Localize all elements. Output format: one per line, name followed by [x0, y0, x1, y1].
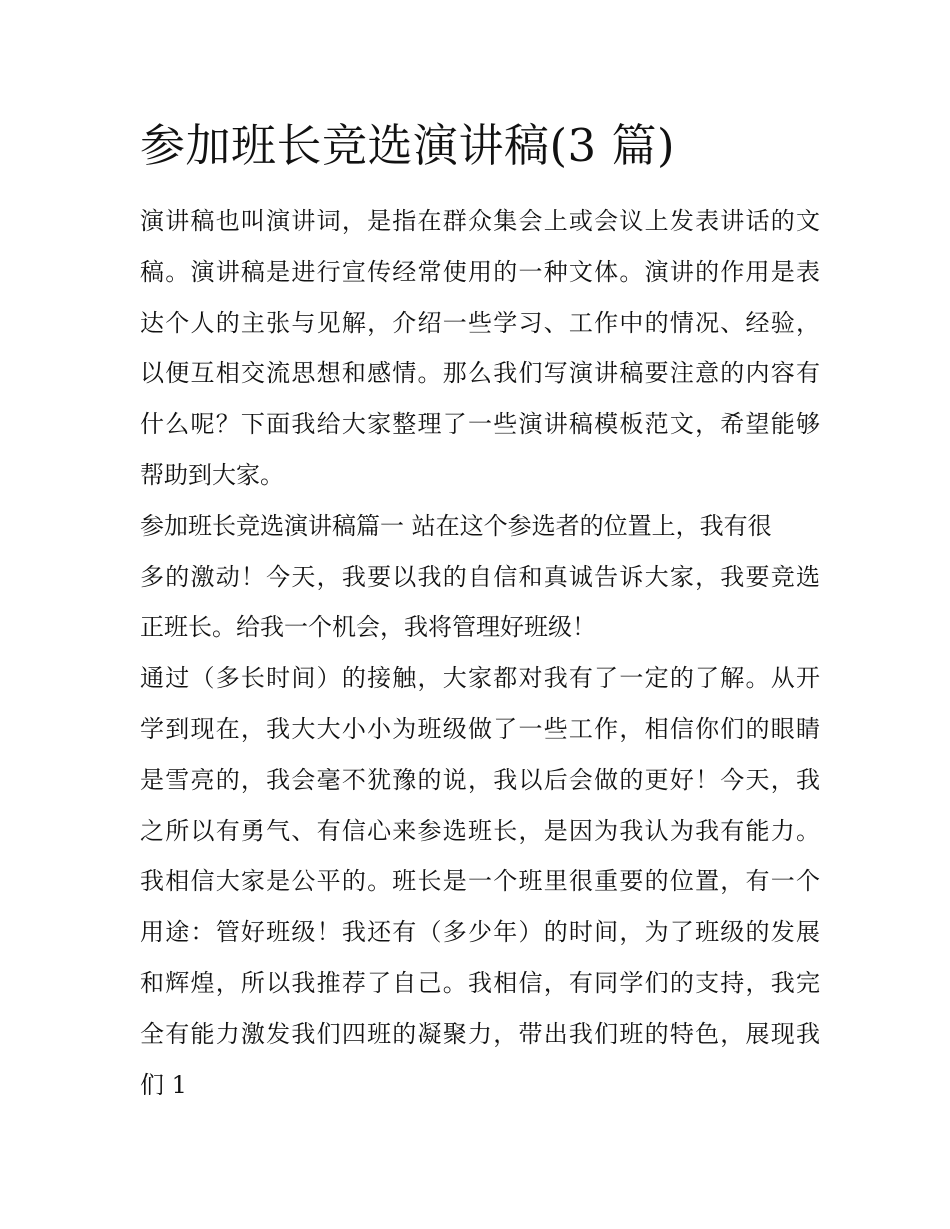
body-line: 我相信大家是公平的。班长是一个班里很重要的位置，有一个 — [140, 867, 820, 896]
body-line: 通过（多长时间）的接触，大家都对我有了一定的了解。从开 — [140, 664, 820, 693]
body-line: 正班长。给我一个机会，我将管理好班级！ — [140, 613, 596, 642]
body-line: 们 1 — [140, 1070, 187, 1099]
body-line: 以便互相交流思想和感情。那么我们写演讲稿要注意的内容有 — [140, 359, 820, 388]
body-line: 用途：管好班级！我还有（多少年）的时间，为了班级的发展 — [140, 918, 820, 947]
body-line: 多的激动！今天，我要以我的自信和真诚告诉大家，我要竞选 — [140, 562, 820, 591]
body-line: 稿。演讲稿是进行宣传经常使用的一种文体。演讲的作用是表 — [140, 257, 820, 286]
body-line: 全有能力激发我们四班的凝聚力，带出我们班的特色，展现我 — [140, 1019, 820, 1048]
body-line: 是雪亮的，我会毫不犹豫的说，我以后会做的更好！今天，我 — [140, 765, 820, 794]
body-line: 什么呢？下面我给大家整理了一些演讲稿模板范文，希望能够 — [140, 410, 820, 439]
document-body — [140, 196, 820, 1110]
body-line: 和辉煌，所以我推荐了自己。我相信，有同学们的支持，我完 — [140, 968, 820, 997]
body-line: 帮助到大家。 — [140, 460, 284, 489]
body-line: 达个人的主张与见解，介绍一些学习、工作中的情况、经验， — [140, 308, 820, 337]
body-line: 之所以有勇气、有信心来参选班长，是因为我认为我有能力。 — [140, 816, 820, 845]
body-line: 学到现在，我大大小小为班级做了一些工作，相信你们的眼睛 — [140, 714, 820, 743]
document-title: 参加班长竞选演讲稿(3 篇) — [140, 119, 676, 172]
body-line: 演讲稿也叫演讲词，是指在群众集会上或会议上发表讲话的文 — [140, 207, 820, 235]
body-line: 参加班长竞选演讲稿篇一 站在这个参选者的位置上，我有很 — [140, 511, 772, 540]
